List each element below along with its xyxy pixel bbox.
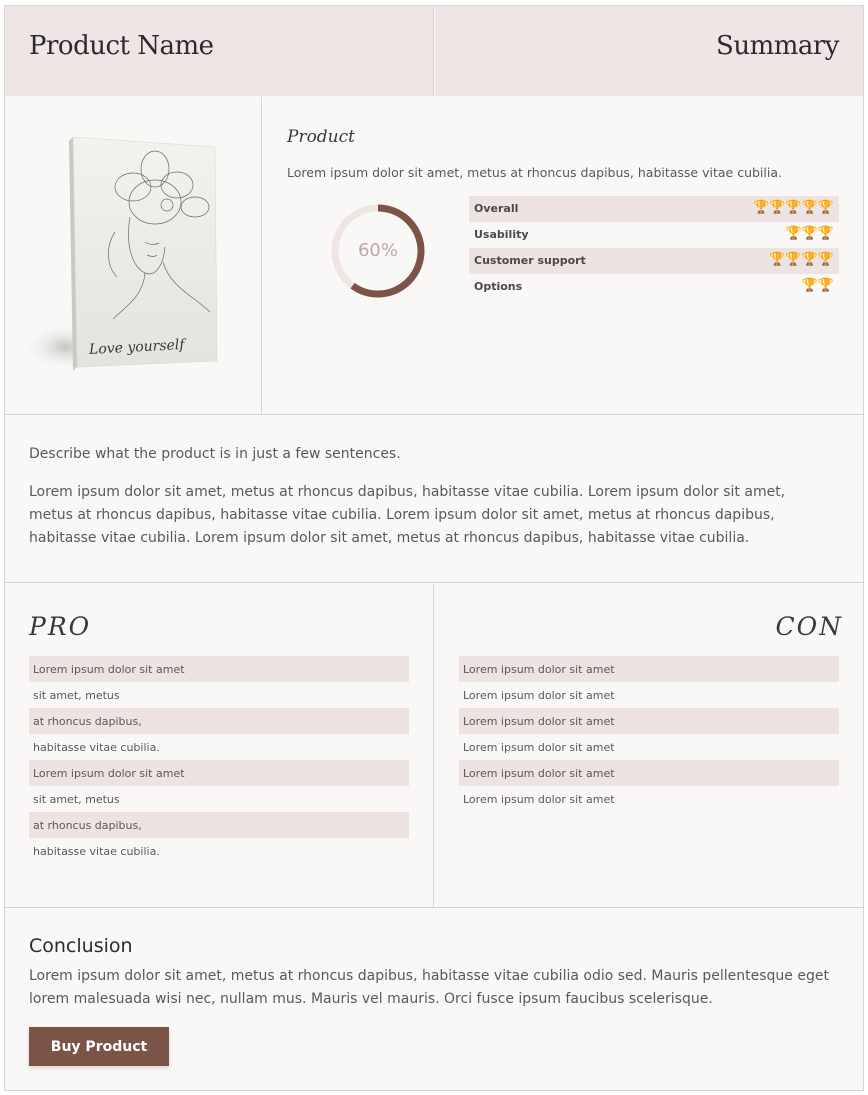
rating-row-options: [469, 274, 839, 300]
rating-label: Options: [474, 280, 523, 293]
rating-label: Overall: [474, 202, 519, 215]
list-item: Lorem ipsum dolor sit amet: [459, 708, 839, 734]
cons-title: CON: [775, 612, 843, 641]
conclusion-section: [5, 909, 863, 1090]
product-name-title: Product Name: [29, 31, 214, 61]
ratings-table: [469, 196, 839, 300]
rating-row-overall: [469, 196, 839, 222]
trophy-icon: 🏆🏆: [801, 278, 834, 293]
trophy-icon: 🏆🏆🏆🏆: [769, 252, 834, 267]
rating-row-customer-support: [469, 248, 839, 274]
cons-column: [435, 584, 863, 908]
buy-product-button[interactable]: Buy Product: [29, 1027, 169, 1066]
list-item: at rhoncus dapibus,: [29, 812, 409, 838]
list-item: at rhoncus dapibus,: [29, 708, 409, 734]
conclusion-title: Conclusion: [29, 935, 133, 957]
list-item: sit amet, metus: [33, 793, 120, 806]
product-book-image: [5, 97, 262, 415]
description-lead: Describe what the product is in just a few sentences.: [29, 446, 401, 462]
summary-title: Summary: [716, 31, 839, 61]
review-card: [4, 5, 864, 1091]
pros-column: [5, 584, 434, 908]
pros-list: [29, 656, 409, 864]
list-item: Lorem ipsum dolor sit amet: [463, 741, 615, 754]
list-item: Lorem ipsum dolor sit amet: [463, 689, 615, 702]
list-item: sit amet, metus: [33, 689, 120, 702]
list-item: Lorem ipsum dolor sit amet: [459, 760, 839, 786]
header-left: [5, 6, 434, 96]
rating-row-usability: [469, 222, 839, 248]
cons-list: [459, 656, 839, 812]
rating-label: Customer support: [474, 254, 586, 267]
product-description: Lorem ipsum dolor sit amet, metus at rhoncus dapibus, habitasse vitae cubilia.: [287, 165, 782, 180]
header-right: [435, 6, 863, 96]
book-caption: Love yourself: [88, 336, 185, 358]
trophy-icon: 🏆🏆🏆🏆🏆: [753, 200, 834, 215]
description-body: Lorem ipsum dolor sit amet, metus at rhoncus dapibus, habitasse vitae cubilia. Lorem ipsum dolor sit amet, metus at rhoncus dapibus, habitasse vitae cubilia. Lorem ipsum dolor sit amet, metus at rhoncus dapibus, habitasse vitae cubilia. Lorem ipsum dolor sit amet, metus at rhoncus dapibus, habitasse vitae cubilia.: [29, 484, 786, 546]
list-item: Lorem ipsum dolor sit amet: [459, 656, 839, 682]
rating-label: Usability: [474, 228, 529, 241]
product-info: [263, 97, 863, 415]
description-section: [5, 416, 863, 583]
pros-cons-section: [5, 584, 863, 908]
list-item: Lorem ipsum dolor sit amet: [29, 760, 409, 786]
trophy-icon: 🏆🏆🏆: [785, 226, 834, 241]
product-script-label: Product: [287, 127, 355, 147]
product-overview: [5, 97, 863, 415]
pros-title: PRO: [29, 612, 92, 641]
list-item: Lorem ipsum dolor sit amet: [463, 793, 615, 806]
list-item: habitasse vitae cubilia.: [33, 845, 160, 858]
list-item: Lorem ipsum dolor sit amet: [29, 656, 409, 682]
list-item: habitasse vitae cubilia.: [33, 741, 160, 754]
product-image-cell: [5, 97, 262, 415]
progress-label: 60%: [357, 240, 398, 261]
header: [5, 6, 863, 96]
conclusion-body: Lorem ipsum dolor sit amet, metus at rhoncus dapibus, habitasse vitae cubilia odio sed. Mauris pellentesque eget lorem malesuada wisi nec, nullam mus. Mauris vel mauris. Orci fusce ipsum faucibus scelerisque.: [29, 968, 829, 1007]
